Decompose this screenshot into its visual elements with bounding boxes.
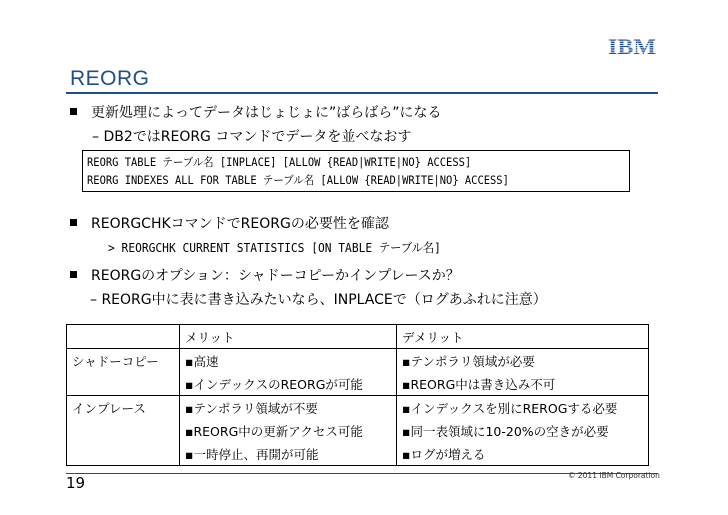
sub-bullet-3: – REORG中に表に書き込みたいなら、INPLACEで（ログあふれに注意） <box>90 292 547 308</box>
slide-title: REORG <box>70 67 150 90</box>
code-line-1: REORG TABLE テーブル名 [INPLACE] [ALLOW {READ|WRITE|NO} ACCESS] <box>87 155 472 169</box>
bullet-square-icon <box>70 271 77 278</box>
table-cell: ▪一時停止、再開が可能 <box>180 442 397 466</box>
table-cell: ▪ログが増える <box>397 442 649 466</box>
code-box <box>82 150 630 192</box>
copyright: © 2011 IBM Corporation <box>568 471 660 480</box>
code-line-2: REORG INDEXES ALL FOR TABLE テーブル名 [ALLOW {READ|WRITE|NO} ACCESS] <box>87 173 509 187</box>
bullet-2 <box>70 213 389 233</box>
page-number: 19 <box>66 474 86 492</box>
sub-bullet-1: – DB2ではREORG コマンドでデータを並べなおす <box>92 129 412 145</box>
table-header-cell: メリット <box>180 325 397 349</box>
table-cell: ▪テンポラリ領域が必要 <box>397 349 649 373</box>
bullet-square-icon <box>70 108 77 115</box>
options-table <box>66 324 649 466</box>
table-cell: ▪REORG中の更新アクセス可能 <box>180 419 397 442</box>
table-row <box>67 396 649 420</box>
table-row <box>67 442 649 466</box>
table-header-cell: デメリット <box>397 325 649 349</box>
bullet-3-text: REORGのオプション：シャドーコピーかインプレースか？ <box>91 268 460 284</box>
table-row <box>67 349 649 373</box>
table-cell: ▪高速 <box>180 349 397 373</box>
table-cell: シャドーコピー <box>67 349 180 373</box>
table-cell: ▪テンポラリ領域が不要 <box>180 396 397 420</box>
bullet-1 <box>70 102 442 122</box>
bullet-square-icon <box>70 219 77 226</box>
table-row <box>67 419 649 442</box>
table-cell: ▪インデックスのREORGが可能 <box>180 372 397 396</box>
table-cell <box>67 442 180 466</box>
ibm-logo-text: IBM <box>608 35 657 57</box>
table-cell: ▪インデックスを別にREROGする必要 <box>397 396 649 420</box>
bullet-3 <box>70 265 460 285</box>
table-cell: ▪同一表領域に10-20%の空きが必要 <box>397 419 649 442</box>
table-cell: インプレース <box>67 396 180 420</box>
reorgchk-command: > REORGCHK CURRENT STATISTICS [ON TABLE テーブル名] <box>108 240 441 255</box>
ibm-logo <box>607 35 657 57</box>
table-header-row <box>67 325 649 349</box>
table-cell: ▪REORG中は書き込み不可 <box>397 372 649 396</box>
table-cell <box>67 419 180 442</box>
bullet-1-text: 更新処理によってデータはじょじょに”ばらばら”になる <box>91 105 442 121</box>
bullet-2-text: REORGCHKコマンドでREORGの必要性を確認 <box>91 216 389 232</box>
table-cell <box>67 372 180 396</box>
table-row <box>67 372 649 396</box>
title-rule <box>66 92 658 94</box>
table-header-cell <box>67 325 180 349</box>
